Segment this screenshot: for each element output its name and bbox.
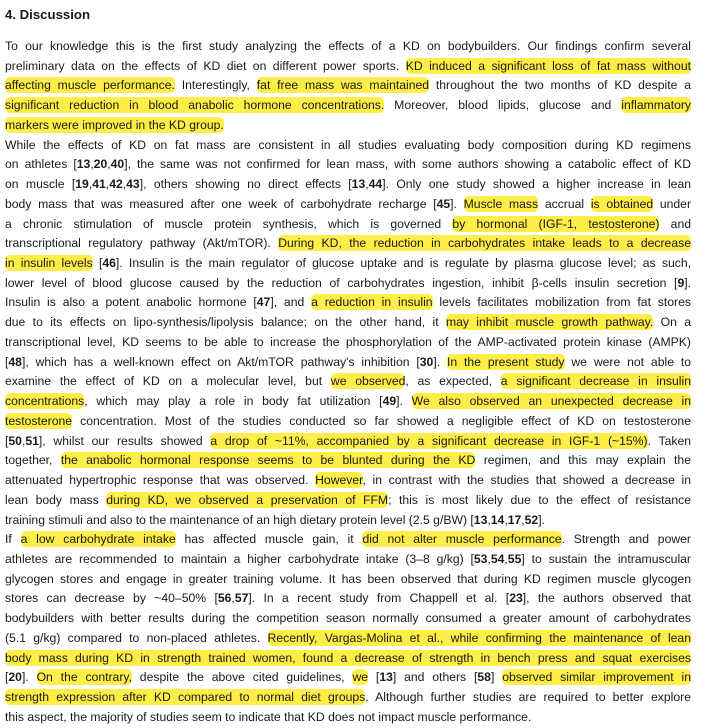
highlighted-text: inflammatory [621,98,692,113]
citation-link[interactable]: 51 [25,433,39,448]
text-run: , [90,157,94,172]
text-run: ]. Insulin is the main regulator of glucose uptake and is regulate by plasma glucose level; as such, [115,256,691,271]
text-line [5,233,691,253]
text-line [5,391,691,411]
text-run: , [122,177,127,192]
text-run: , [487,551,491,566]
citation-link[interactable]: 45 [436,196,451,211]
text-line [5,154,691,174]
text-run: levels facilitates mobilization from fat stores [432,295,691,310]
text-line [5,687,691,707]
text-run: examine the effect of KD on a molecular level, but [5,374,331,389]
highlighted-text: observed similar improvement in [502,670,691,685]
highlighted-text: in insulin levels [5,256,93,271]
text-line [5,214,691,234]
highlighted-text: Muscle mass [463,196,539,211]
text-run: this aspect, the majority of studies seem to indicate that KD does not impact muscle performance. [5,709,532,724]
text-line [5,648,691,668]
text-run: [ [5,433,9,448]
text-line [5,75,691,95]
text-line [5,56,691,76]
text-run: ], which has a well-known effect on Akt/mTOR pathway's inhibition [ [21,354,420,369]
text-line [5,450,691,470]
citation-link[interactable]: 55 [507,551,522,566]
citation-link[interactable]: 49 [382,394,397,409]
highlighted-text: a low carbohydrate intake [20,532,176,547]
text-run: Moreover, blood lipids, glucose and [384,98,622,113]
text-run: ]. [396,394,412,409]
citation-link[interactable]: 56 [217,591,232,606]
text-line [5,588,691,608]
text-run: Insulin is also a potent anabolic hormone [ [5,295,257,310]
citation-link[interactable]: 52 [524,512,539,527]
text-run: accrual [538,196,591,211]
highlighted-text: the anabolic hormonal response seems to be blunted during the KD [60,453,476,468]
citation-link[interactable]: 13 [351,177,366,192]
text-run: ; this is most likely due to the effect of resistance [388,492,691,507]
text-line [5,194,691,214]
text-run: , [88,177,93,192]
text-run: preliminary data on the effects of KD diet on different power sports. [5,58,406,73]
text-run: ] and others [ [392,670,478,685]
citation-link[interactable]: 14 [490,512,505,527]
text-run: (5.1 g/kg) compared to non-placed athletes. [5,630,268,645]
citation-link[interactable]: 19 [75,177,89,192]
text-run: training stimuli and also to the maintenance of an high dietary protein level (2.5 g/BW) [ [5,512,474,527]
text-line [5,628,691,648]
text-run: ], the authors observed that [522,591,691,606]
section-heading: 4. Discussion [5,7,91,22]
text-run: a chronic stimulation of muscle protein synthesis, which is governed [5,216,453,231]
highlighted-text: may inhibit muscle growth pathway. [445,315,654,330]
text-run: [ [5,670,9,685]
citation-link[interactable]: 50 [8,433,22,448]
text-run: ]. In a recent study from Chappell et al. [ [248,591,510,606]
text-run: ], others showing no direct effects [ [139,177,352,192]
citation-link[interactable]: 13 [76,157,91,172]
text-line [5,569,691,589]
citation-link[interactable]: 20 [8,670,22,685]
text-run: ] to sustain the intramuscular [521,551,691,566]
highlighted-text: KD induced a significant loss of fat mass without [405,58,691,73]
highlighted-text: significant reduction in blood anabolic hormone concentrations. [5,98,385,113]
text-run: , [521,512,525,527]
text-line [5,36,691,56]
highlighted-text: strength expression after KD compared to normal diet groups [5,690,366,705]
highlighted-text: markers were improved in the KD group. [5,117,224,132]
citation-link[interactable]: 43 [126,177,140,192]
highlighted-text: Recently, Vargas-Molina et al., while confirming the maintenance of lean [267,630,691,645]
text-line [5,292,691,312]
text-line [5,490,691,510]
highlighted-text: testosterone [5,413,73,428]
text-run: ], and [270,295,312,310]
text-line [5,352,691,372]
text-run: ]. [21,670,37,685]
text-line [5,608,691,628]
text-line [5,135,691,155]
text-line [5,95,691,115]
text-run: On a [653,315,691,330]
highlighted-text: fat free mass was maintained [256,78,430,93]
citation-link[interactable]: 17 [507,512,522,527]
text-run: To our knowledge this is the first study analyzing the effects of a KD on bodybuilders. Our findings confirm several [5,39,691,53]
highlighted-text: a significant decrease in insulin [500,374,691,389]
citation-link[interactable]: 54 [490,551,505,566]
highlighted-text: In the present study [446,354,565,369]
highlighted-text: we [352,670,369,685]
text-run: and [659,216,691,231]
text-run: athletes are recommended to maintain a higher carbohydrate intake (3–8 g/kg) [ [5,551,474,566]
citation-link[interactable]: 58 [477,670,491,685]
citation-link[interactable]: 57 [234,591,249,606]
text-run: despite the above cited guidelines, [131,670,353,685]
text-run: lean body mass [5,492,107,507]
text-run: ]. [538,512,545,527]
citation-link[interactable]: 42 [109,177,123,192]
citation-link[interactable]: 44 [368,177,383,192]
text-line [5,371,691,391]
text-run: transcriptional level, KD seems to be able to increase the phosphorylation of the AMP-activated protein kinase (AMPK) [5,334,691,349]
text-run: , as expected, [405,374,501,389]
highlighted-text: during KD, we observed a preservation of FFM [106,492,389,507]
citation-link[interactable]: 46 [102,256,116,271]
text-line [5,253,691,273]
citation-link[interactable]: 40 [110,157,125,172]
citation-link[interactable]: 48 [8,354,22,369]
citation-link[interactable]: 23 [509,591,523,606]
text-run: ]. [450,196,464,211]
highlighted-text: On the contrary, [36,670,132,685]
text-line [5,431,691,451]
text-line [5,332,691,352]
text-line [5,667,691,687]
highlighted-text: affecting muscle performance. [5,78,175,93]
text-run: While the effects of KD on fat mass are consistent in all studies evaluating body composition during KD regimens [5,137,691,152]
text-run: glycogen stores and engage in greater training volume. It has been observed that during KD regimen muscle glycogen [5,571,691,586]
highlighted-text: However [315,473,363,488]
text-run: on muscle [ [5,177,76,192]
text-run: together, [5,453,61,468]
text-run: ]. Only one study showed a higher increase in lean [382,177,692,192]
text-run: , [504,551,508,566]
text-line [5,470,691,490]
text-line [5,312,691,332]
text-run: [ [5,354,9,369]
highlighted-text: a reduction in insulin [311,295,433,310]
text-run: ]. [684,275,691,290]
text-line [5,174,691,194]
text-line [5,549,691,569]
highlighted-text: is obtained [590,196,654,211]
text-run: If [5,532,21,547]
text-line [5,273,691,293]
text-run: throughout the two months of KD despite a [429,78,691,93]
highlighted-text: We also observed an unexpected decrease in [411,394,691,409]
text-line [5,510,691,530]
highlighted-text: by hormonal (IGF-1, testosterone) [452,216,660,231]
text-run: . Strength and power [561,532,691,547]
text-line [5,411,691,431]
text-run: stores can decrease by ~40–50% [ [5,591,218,606]
highlighted-text: During KD, the reduction in carbohydrates intake leads to a decrease [278,236,691,251]
highlighted-text: body mass during KD in strength trained women, found a decrease of strength in bench press and squat exercises [5,650,691,665]
text-run: , [504,512,508,527]
text-run: attenuated hypertrophic response that was observed. [5,473,316,488]
text-run: lower level of blood glucose caused by the reduction of carbohydrates ingestion, inhibit β-cells insulin secretion [ [5,275,678,290]
text-run: has affected muscle gain, it [175,532,363,547]
text-run: transcriptional regulatory pathway (Akt/mTOR). [5,236,279,251]
citation-link[interactable]: 41 [92,177,106,192]
text-run: ]. [433,354,447,369]
citation-link[interactable]: 9 [677,275,685,290]
text-run: under [653,196,692,211]
citation-link[interactable]: 53 [473,551,488,566]
highlighted-text: we observed [330,374,406,389]
highlighted-text: a drop of ~11%, accompanied by a significant decrease in IGF-1 (~15%) [210,433,648,448]
text-line [5,529,691,549]
text-run: concentration. Most of the studies conducted so far showed a negligible effect of KD on testosterone [72,413,691,428]
text-run: , [487,512,491,527]
citation-link[interactable]: 13 [473,512,488,527]
text-run: . Although further studies are required to better explore [365,690,691,705]
text-run: [ [92,256,103,271]
text-run: , [105,177,110,192]
text-run: regimen, and this may explain the [475,453,691,468]
text-run: , [231,591,235,606]
text-run: . Taken [647,433,692,448]
text-run: , in contrast with the studies that showed a decrease in [362,473,691,488]
text-run: ] [490,670,503,685]
text-run: , [365,177,369,192]
citation-link[interactable]: 13 [379,670,393,685]
text-run: , which may play a role in body fat utilization [ [84,394,383,409]
text-run: on athletes [ [5,157,77,172]
text-run: ], the same was not confirmed for lean mass, with some authors showing a catabolic effect of KD [124,157,691,172]
text-line [5,707,691,727]
text-run: , [21,433,26,448]
citation-link[interactable]: 30 [419,354,434,369]
text-line [5,115,691,135]
text-run: body mass that was measured after one week of carbohydrate recharge [ [5,196,437,211]
text-run: , [107,157,111,172]
citation-link[interactable]: 20 [93,157,108,172]
text-run: Interestingly, [174,78,257,93]
highlighted-text: did not alter muscle performance [362,532,562,547]
text-run: we were not able to [564,354,692,369]
highlighted-text: concentrations [5,394,85,409]
text-run: ], whilst our results showed [38,433,211,448]
citation-link[interactable]: 47 [256,295,271,310]
text-run: due to its effects on lipo-synthesis/lipolysis balance; on the other hand, it [5,315,446,330]
text-run: bodybuilders with better results during the competition season normally consumed a greater amount of carbohydrates [5,611,691,626]
text-run: [ [368,670,380,685]
